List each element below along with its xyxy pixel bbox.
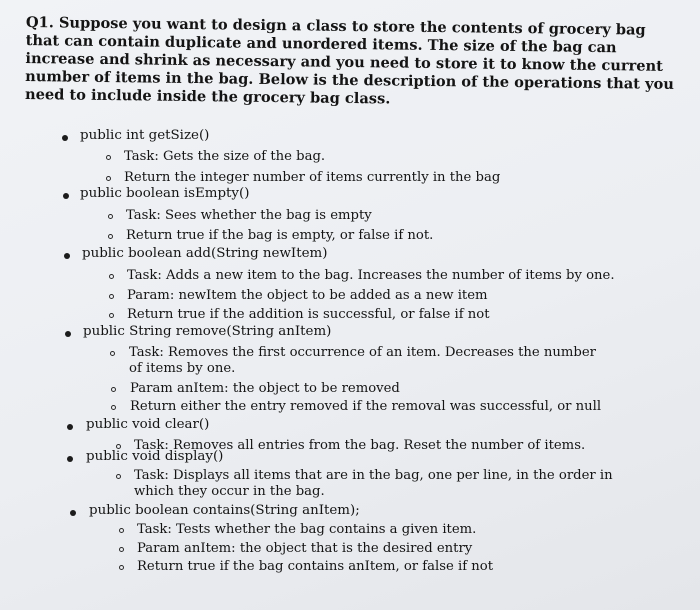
circle-bullet-icon bbox=[108, 214, 113, 219]
operation-detail: Param anItem: the object to be removed bbox=[130, 381, 400, 396]
bullet-icon bbox=[63, 193, 69, 199]
operation-signature: public boolean add(String newItem) bbox=[82, 246, 328, 261]
operation-detail: Return true if the bag contains anItem, or false if not bbox=[137, 559, 494, 574]
circle-bullet-icon bbox=[109, 313, 114, 318]
circle-bullet-icon bbox=[109, 294, 114, 299]
operation-signature: public void display() bbox=[86, 449, 224, 464]
circle-bullet-icon bbox=[116, 474, 121, 479]
operation-detail: Task: Adds a new item to the bag. Increases the number of items by one. bbox=[127, 268, 615, 283]
operation-detail: Task: Removes the first occurrence of an item. Decreases the number of items by one. bbox=[129, 345, 596, 376]
circle-bullet-icon bbox=[111, 405, 116, 410]
operation-detail: Task: Gets the size of the bag. bbox=[124, 149, 326, 164]
operation-detail: Param: newItem the object to be added as a new item bbox=[127, 288, 488, 303]
circle-bullet-icon bbox=[111, 387, 116, 392]
circle-bullet-icon bbox=[119, 565, 124, 570]
operation-detail: Return true if the addition is successful, or false if not bbox=[127, 307, 490, 322]
operation-detail: Task: Removes all entries from the bag. Reset the number of items. bbox=[134, 438, 586, 453]
operation-detail: Param anItem: the object that is the desired entry bbox=[137, 541, 473, 556]
question-text: Suppose you want to design a class to store the contents of grocery bag that can contain duplicate and unordered items. The size of the bag can increase and shrink as necessary and you need to store it to know the current number of items in the bag. Below is the description of the operations that you need to include inside the grocery bag class. bbox=[24, 14, 674, 108]
operation-signature: public boolean isEmpty() bbox=[80, 186, 250, 201]
operation-signature: public int getSize() bbox=[80, 128, 210, 143]
bullet-icon bbox=[67, 456, 73, 462]
circle-bullet-icon bbox=[119, 528, 124, 533]
operation-signature: public String remove(String anItem) bbox=[83, 324, 332, 339]
operation-detail: Task: Displays all items that are in the bag, one per line, in the order in which they occur in the bag. bbox=[134, 468, 613, 499]
circle-bullet-icon bbox=[108, 234, 113, 239]
circle-bullet-icon bbox=[106, 155, 111, 160]
circle-bullet-icon bbox=[119, 547, 124, 552]
circle-bullet-icon bbox=[109, 274, 114, 279]
bullet-icon bbox=[67, 424, 73, 430]
bullet-icon bbox=[70, 510, 76, 516]
circle-bullet-icon bbox=[110, 351, 115, 356]
operation-detail: Return true if the bag is empty, or false if not. bbox=[126, 228, 434, 243]
bullet-icon bbox=[64, 253, 70, 259]
bullet-icon bbox=[62, 135, 68, 141]
operation-detail: Return either the entry removed if the removal was successful, or null bbox=[130, 399, 602, 414]
operation-signature: public void clear() bbox=[86, 417, 210, 432]
operation-detail: Return the integer number of items currently in the bag bbox=[124, 170, 501, 185]
question-label: Q1. bbox=[25, 14, 54, 32]
circle-bullet-icon bbox=[106, 176, 111, 181]
bullet-icon bbox=[65, 331, 71, 337]
operation-detail: Task: Tests whether the bag contains a given item. bbox=[137, 522, 477, 537]
operation-detail: Task: Sees whether the bag is empty bbox=[126, 208, 372, 223]
operation-signature: public boolean contains(String anItem); bbox=[89, 503, 360, 518]
